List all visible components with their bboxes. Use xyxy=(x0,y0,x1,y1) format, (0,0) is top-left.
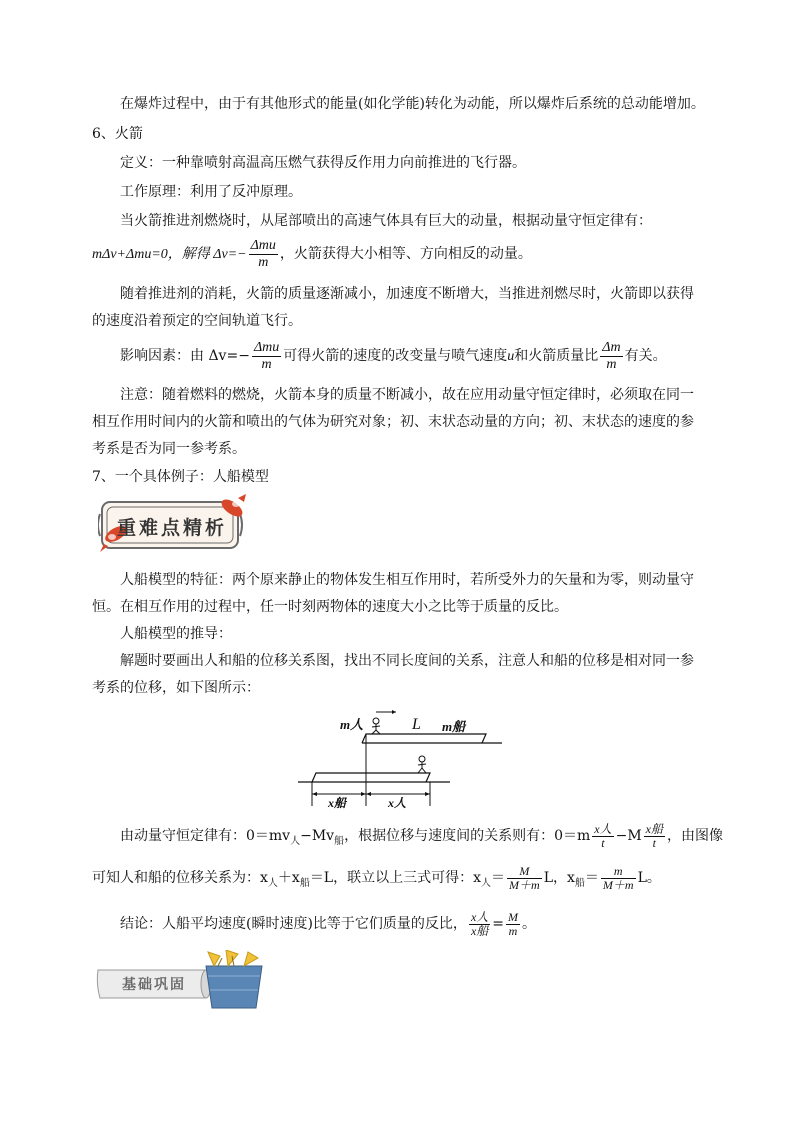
eq2-mid: 可得火箭的速度的改变量与喷气速度 xyxy=(283,348,508,364)
eq3-f2-den: t xyxy=(652,835,656,850)
section-7-title: 7、一个具体例子：人船模型 xyxy=(92,469,269,485)
eq4-frac2 xyxy=(601,865,636,892)
rocket-para2-line2: 的速度沿着预定的空间轨道飞行。 xyxy=(92,313,302,329)
rocket-note-line2: 相互作用时间内的火箭和喷出的气体为研究对象；初、末状态动量的方向；初、末状态的速度的参 xyxy=(92,414,694,430)
eq1-left: mΔv+Δmu=0，解得 Δv=− xyxy=(92,247,247,262)
derivation-title: 人船模型的推导： xyxy=(120,626,232,642)
eq4-text7: L。 xyxy=(637,870,661,886)
eq2-prefix: 影响因素：由 Δv=− xyxy=(120,348,250,364)
eq3-text4: −M xyxy=(615,828,642,844)
basic-consolidation-banner xyxy=(94,950,274,1010)
derivation-line2: 考系的位移，如下图所示： xyxy=(92,680,260,696)
eq2-suffix: 有关。 xyxy=(624,348,667,364)
eq1-right: ，火箭获得大小相等、方向相反的动量。 xyxy=(279,246,532,262)
eq3-text3: ，根据位移与速度间的关系则有：0＝m xyxy=(344,828,591,844)
equation-momentum xyxy=(120,816,723,856)
eq4-f1-den: M＋m xyxy=(509,877,540,892)
eq1-frac-den: m xyxy=(258,254,269,270)
rocket-definition: 定义：一种靠喷射高温高压燃气获得反作用力向前推进的飞行器。 xyxy=(120,155,526,171)
eq4-text2: ＋x xyxy=(277,870,300,886)
eq2-u: u xyxy=(507,349,515,364)
conclusion-end: 。 xyxy=(522,916,536,932)
eq4-f2-den: M＋m xyxy=(602,877,634,892)
eq4-text3: ＝L，联立以上三式可得：x xyxy=(309,870,482,886)
explosion-paragraph: 在爆炸过程中，由于有其他形式的能量(如化学能)转化为动能，所以爆炸后系统的总动能增加。 xyxy=(120,96,705,112)
conclusion-eq: = xyxy=(492,916,504,932)
label-x-boat: x船 xyxy=(328,796,347,810)
conclusion-f1-den: x船 xyxy=(470,923,489,938)
eq2-fraction xyxy=(252,340,281,373)
eq4-sub-boat: 船 xyxy=(299,877,310,889)
eq2-ratio-num: Δm xyxy=(602,339,621,355)
person-boat-diagram xyxy=(296,706,506,810)
eq4-text6: ＝ xyxy=(584,870,599,886)
rocket-para2-line1: 随着推进剂的消耗，火箭的质量逐渐减小，加速度不断增大，当推进剂燃尽时，火箭即以获得 xyxy=(120,286,694,302)
rocket-principle: 工作原理：利用了反冲原理。 xyxy=(120,184,302,200)
eq2-frac-num: Δmu xyxy=(253,339,280,355)
conclusion-frac1 xyxy=(469,911,490,938)
eq3-text2: −Mv xyxy=(300,828,335,844)
eq3-frac2 xyxy=(644,823,665,850)
key-analysis-banner xyxy=(98,494,246,556)
eq3-f1-num: x人 xyxy=(594,821,612,836)
eq4-frac1 xyxy=(507,865,542,892)
eq1-fraction xyxy=(249,238,278,271)
eq4-sub-boat-2: 船 xyxy=(574,877,585,889)
conclusion-f2-num: M xyxy=(508,909,518,924)
rocket-momentum-intro: 当火箭推进剂燃烧时，从尾部喷出的高速气体具有巨大的动量，根据动量守恒定律有： xyxy=(120,213,652,229)
conclusion-f1-num: x人 xyxy=(470,909,489,924)
banner2-title: 基础巩固 xyxy=(122,977,186,993)
eq3-f1-den: t xyxy=(601,835,605,850)
eq2-frac-den: m xyxy=(261,356,272,372)
conclusion-frac2 xyxy=(506,911,520,938)
eq4-f1-num: M xyxy=(507,865,542,879)
conclusion xyxy=(120,904,536,944)
eq1-frac-num: Δmu xyxy=(250,237,276,253)
eq4-f2-num: m xyxy=(601,865,636,879)
label-x-person: x人 xyxy=(388,796,407,810)
derivation-line1: 解题时要画出人和船的位移关系图，找出不同长度间的关系，注意人和船的位移是相对同一参 xyxy=(120,653,694,669)
eq3-sub-person: 人 xyxy=(290,835,301,847)
label-L: L xyxy=(412,716,421,733)
eq2-ratio-den: m xyxy=(606,356,617,372)
eq2-ratio xyxy=(600,340,622,373)
equation-influence-factors xyxy=(120,336,667,376)
eq4-text1: 可知人和船的位移关系为：x xyxy=(92,870,268,886)
eq3-f2-num: x船 xyxy=(645,821,663,836)
eq4-text5: L，x xyxy=(543,870,575,886)
boat-model-feature-line2: 恒。在相互作用的过程中，任一时刻两物体的速度大小之比等于质量的反比。 xyxy=(92,599,568,615)
rocket-note-line3: 考系是否为同一参考系。 xyxy=(92,441,246,457)
section-6-title: 6、火箭 xyxy=(92,126,143,142)
equation-displacement xyxy=(92,858,661,898)
boat-model-feature-line1: 人船模型的特征：两个原来静止的物体发生相互作用时，若所受外力的矢量和为零，则动量守 xyxy=(120,572,694,588)
eq4-text4: ＝ xyxy=(491,870,506,886)
rocket-note-line1: 注意：随着燃料的燃烧，火箭本身的质量不断减小，故在应用动量守恒定律时，必须取在同一 xyxy=(120,387,694,403)
conclusion-f2-den: m xyxy=(508,923,518,938)
label-m-person: m人 xyxy=(340,717,364,732)
banner-title: 重难点精析 xyxy=(116,517,227,539)
eq3-sub-boat: 船 xyxy=(334,835,345,847)
eq3-text1: 由动量守恒定律有：0＝mv xyxy=(120,828,291,844)
eq4-sub-person-2: 人 xyxy=(481,877,492,889)
conclusion-text: 结论：人船平均速度(瞬时速度)比等于它们质量的反比， xyxy=(120,916,467,932)
label-m-boat: m船 xyxy=(442,719,466,734)
eq3-frac1 xyxy=(592,823,613,850)
equation-rocket-dv xyxy=(92,234,532,274)
eq3-text5: ，由图像 xyxy=(667,828,723,844)
eq2-mid2: 和火箭质量比 xyxy=(514,348,599,364)
eq4-sub-person: 人 xyxy=(267,877,278,889)
